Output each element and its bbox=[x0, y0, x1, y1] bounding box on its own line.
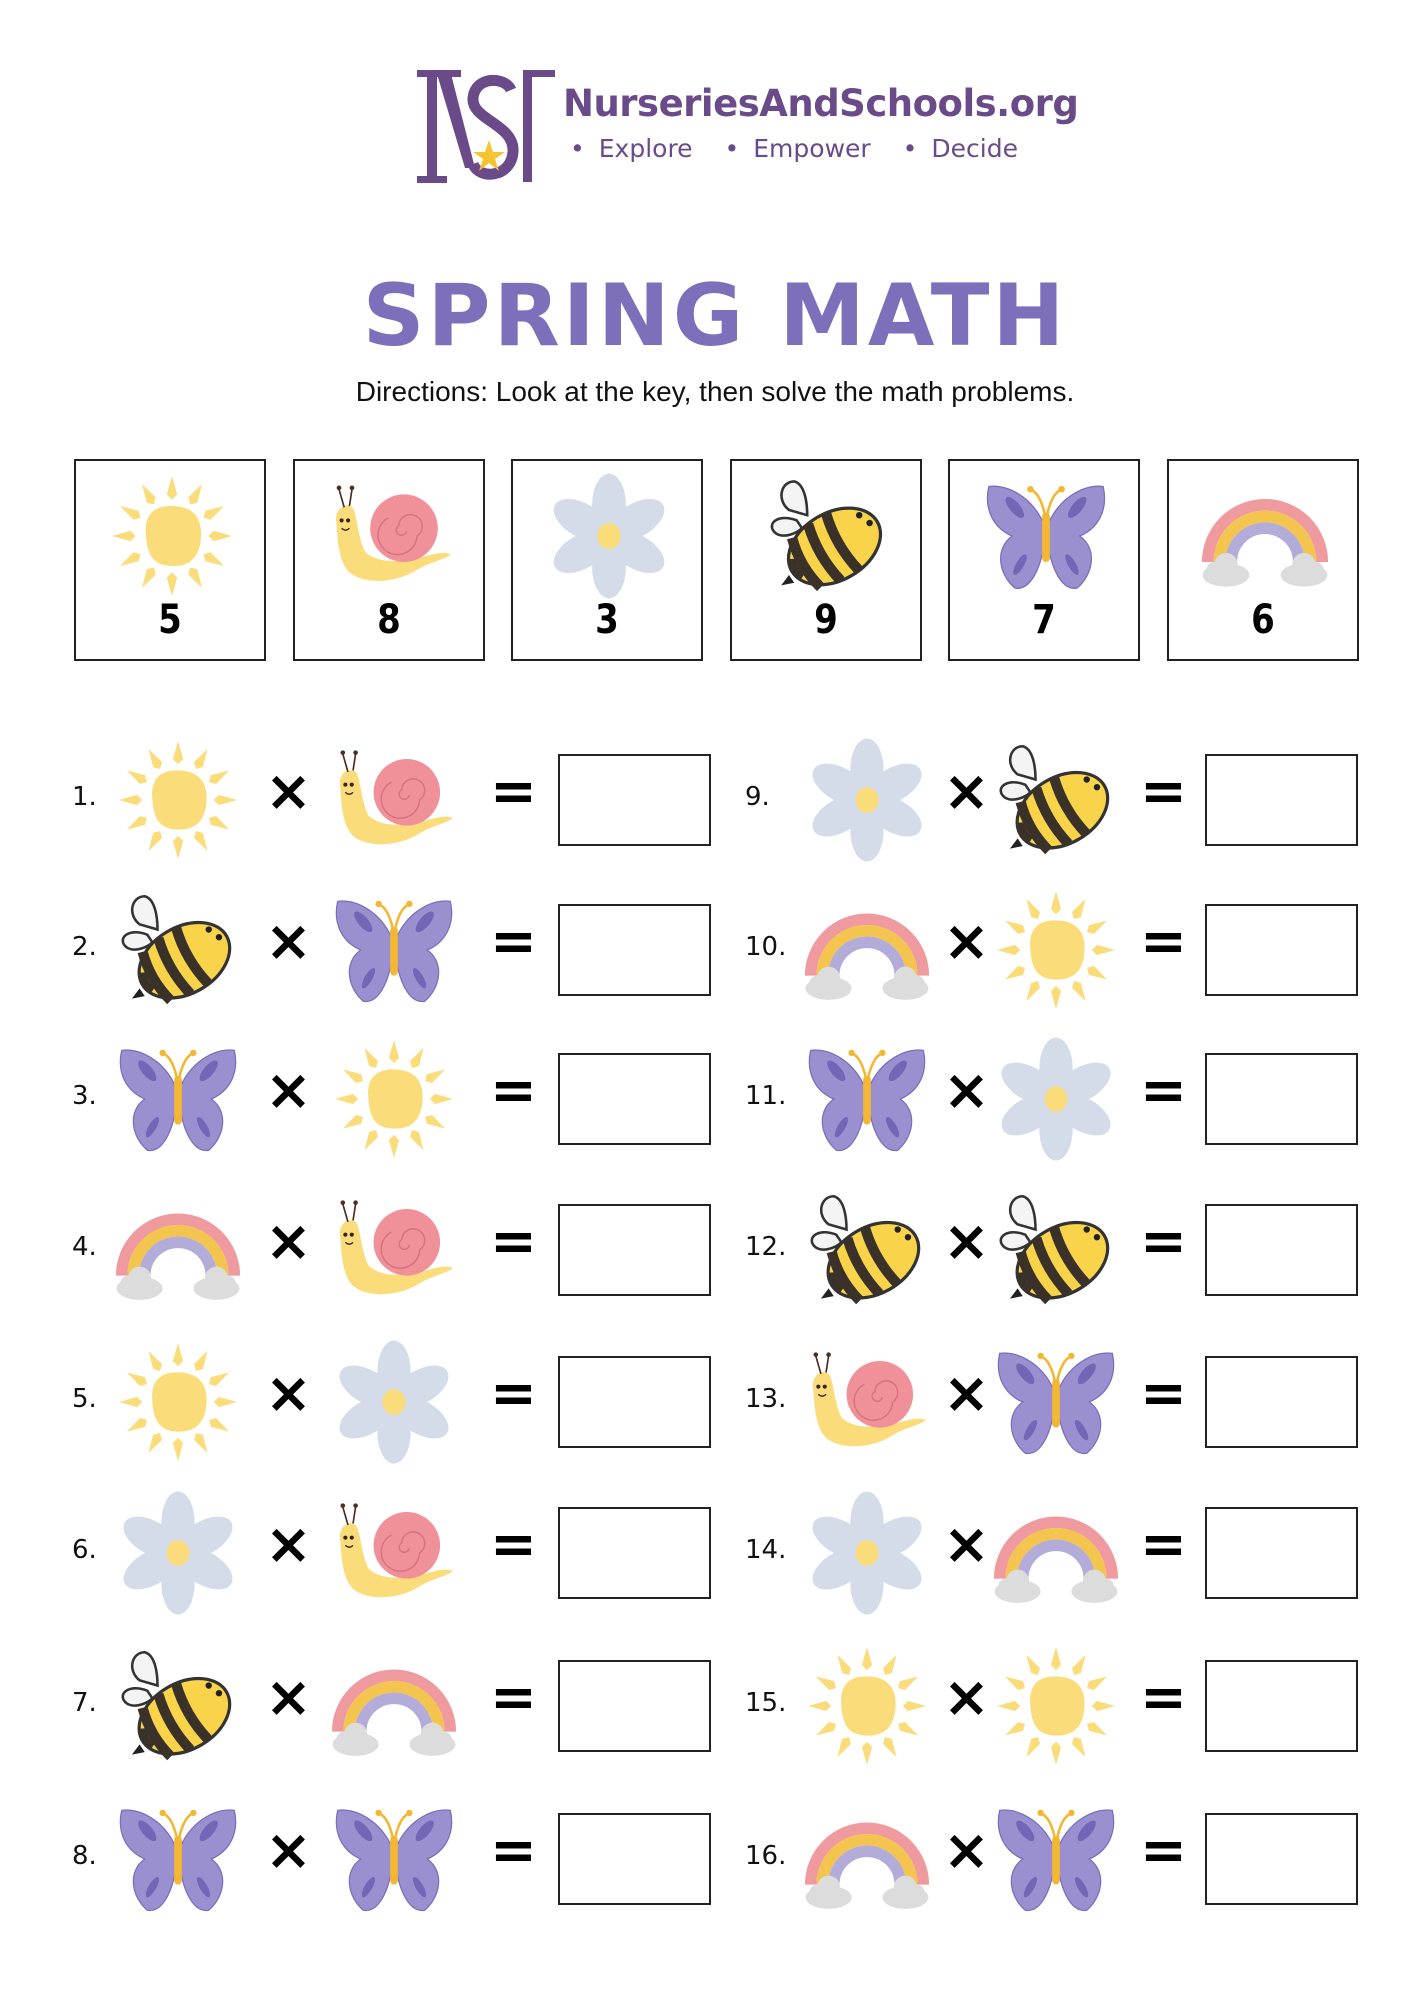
times-sign: × bbox=[943, 1512, 990, 1577]
rainbow-icon bbox=[803, 1795, 931, 1923]
key-card bbox=[1167, 459, 1359, 661]
problem-row bbox=[72, 874, 732, 1024]
logo-name: NurseriesAndSchools.org bbox=[563, 82, 1079, 125]
key-value: 9 bbox=[813, 597, 838, 643]
problem-row bbox=[745, 1174, 1405, 1324]
times-sign: × bbox=[943, 1665, 990, 1730]
answer-box[interactable] bbox=[558, 1204, 711, 1296]
problem-number: 4. bbox=[72, 1232, 97, 1262]
rainbow-icon bbox=[330, 1642, 458, 1770]
problem-number: 13. bbox=[745, 1384, 787, 1414]
key-card bbox=[948, 459, 1140, 661]
problem-row bbox=[745, 1326, 1405, 1476]
key-value: 3 bbox=[595, 597, 619, 643]
answer-box[interactable] bbox=[558, 1660, 711, 1752]
problem-number: 1. bbox=[72, 782, 97, 812]
sun-icon bbox=[992, 1642, 1120, 1770]
problem-number: 9. bbox=[745, 782, 770, 812]
flower-icon bbox=[803, 736, 931, 864]
tagline-word: Empower bbox=[753, 134, 871, 163]
problem-row bbox=[745, 874, 1405, 1024]
snail-icon bbox=[330, 1186, 458, 1314]
problem-number: 14. bbox=[745, 1535, 787, 1565]
times-sign: × bbox=[265, 1512, 312, 1577]
times-sign: × bbox=[265, 1361, 312, 1426]
equals-sign: = bbox=[1140, 1818, 1187, 1883]
butterfly-icon bbox=[992, 1795, 1120, 1923]
butterfly-icon bbox=[330, 886, 458, 1014]
bee-icon bbox=[992, 736, 1120, 864]
times-sign: × bbox=[265, 1209, 312, 1274]
times-sign: × bbox=[265, 1665, 312, 1730]
flower-icon bbox=[992, 1035, 1120, 1163]
times-sign: × bbox=[943, 1361, 990, 1426]
answer-box[interactable] bbox=[1205, 1660, 1358, 1752]
problem-number: 10. bbox=[745, 932, 787, 962]
answer-box[interactable] bbox=[1205, 1813, 1358, 1905]
times-sign: × bbox=[943, 759, 990, 824]
rainbow-icon bbox=[1200, 471, 1330, 601]
bee-icon bbox=[114, 1642, 242, 1770]
key-card bbox=[730, 459, 922, 661]
times-sign: × bbox=[943, 909, 990, 974]
key-value: 7 bbox=[1032, 597, 1056, 643]
equals-sign: = bbox=[1140, 1512, 1187, 1577]
flower-icon bbox=[803, 1489, 931, 1617]
bullet: • bbox=[902, 134, 918, 163]
problem-row bbox=[745, 1783, 1405, 1933]
flower-icon bbox=[544, 471, 674, 601]
problem-row bbox=[745, 1023, 1405, 1173]
snail-icon bbox=[330, 1489, 458, 1617]
sun-icon bbox=[992, 886, 1120, 1014]
flower-icon bbox=[114, 1489, 242, 1617]
answer-box[interactable] bbox=[558, 754, 711, 846]
problem-row bbox=[745, 1630, 1405, 1780]
butterfly-icon bbox=[330, 1795, 458, 1923]
key-value: 5 bbox=[158, 597, 182, 643]
equals-sign: = bbox=[490, 1361, 537, 1426]
bee-icon bbox=[803, 1186, 931, 1314]
flower-icon bbox=[330, 1338, 458, 1466]
key-card bbox=[511, 459, 703, 661]
sun-icon bbox=[330, 1035, 458, 1163]
problem-row bbox=[72, 724, 732, 874]
problem-row bbox=[72, 1174, 732, 1324]
equals-sign: = bbox=[1140, 909, 1187, 974]
butterfly-icon bbox=[981, 471, 1111, 601]
problem-number: 3. bbox=[72, 1081, 97, 1111]
logo-tagline bbox=[570, 134, 1042, 163]
problem-number: 7. bbox=[72, 1688, 97, 1718]
key-card bbox=[74, 459, 266, 661]
butterfly-icon bbox=[803, 1035, 931, 1163]
answer-box[interactable] bbox=[558, 1356, 711, 1448]
problem-number: 15. bbox=[745, 1688, 787, 1718]
butterfly-icon bbox=[992, 1338, 1120, 1466]
problem-row bbox=[745, 1477, 1405, 1627]
sun-icon bbox=[114, 736, 242, 864]
logo-icon bbox=[415, 68, 557, 188]
equals-sign: = bbox=[1140, 1058, 1187, 1123]
answer-box[interactable] bbox=[558, 1053, 711, 1145]
problem-row bbox=[72, 1023, 732, 1173]
problem-number: 5. bbox=[72, 1384, 97, 1414]
problem-row bbox=[72, 1326, 732, 1476]
answer-box[interactable] bbox=[1205, 1356, 1358, 1448]
bullet: • bbox=[724, 134, 740, 163]
rainbow-icon bbox=[114, 1186, 242, 1314]
snail-icon bbox=[330, 736, 458, 864]
page-title: SPRING MATH bbox=[362, 266, 1068, 366]
problem-number: 8. bbox=[72, 1841, 97, 1871]
sun-icon bbox=[107, 471, 237, 601]
butterfly-icon bbox=[114, 1035, 242, 1163]
snail-icon bbox=[326, 471, 456, 601]
bee-icon bbox=[992, 1186, 1120, 1314]
problem-number: 16. bbox=[745, 1841, 787, 1871]
equals-sign: = bbox=[1140, 759, 1187, 824]
rainbow-icon bbox=[992, 1489, 1120, 1617]
equals-sign: = bbox=[1140, 1665, 1187, 1730]
rainbow-icon bbox=[803, 886, 931, 1014]
problem-number: 6. bbox=[72, 1535, 97, 1565]
problem-row bbox=[72, 1783, 732, 1933]
equals-sign: = bbox=[1140, 1209, 1187, 1274]
times-sign: × bbox=[265, 759, 312, 824]
equals-sign: = bbox=[490, 1058, 537, 1123]
problem-row bbox=[72, 1630, 732, 1780]
problem-number: 11. bbox=[745, 1081, 787, 1111]
answer-box[interactable] bbox=[558, 1813, 711, 1905]
times-sign: × bbox=[265, 1818, 312, 1883]
equals-sign: = bbox=[490, 1512, 537, 1577]
times-sign: × bbox=[943, 1058, 990, 1123]
times-sign: × bbox=[265, 909, 312, 974]
answer-box[interactable] bbox=[1205, 904, 1358, 996]
times-sign: × bbox=[943, 1209, 990, 1274]
times-sign: × bbox=[943, 1818, 990, 1883]
problem-row bbox=[745, 724, 1405, 874]
key-value: 6 bbox=[1250, 597, 1275, 643]
answer-box[interactable] bbox=[1205, 1053, 1358, 1145]
equals-sign: = bbox=[490, 909, 537, 974]
equals-sign: = bbox=[490, 1209, 537, 1274]
answer-box[interactable] bbox=[558, 1507, 711, 1599]
times-sign: × bbox=[265, 1058, 312, 1123]
problem-row bbox=[72, 1477, 732, 1627]
problem-number: 2. bbox=[72, 932, 97, 962]
butterfly-icon bbox=[114, 1795, 242, 1923]
answer-box[interactable] bbox=[558, 904, 711, 996]
answer-box[interactable] bbox=[1205, 1204, 1358, 1296]
bullet: • bbox=[570, 134, 585, 163]
sun-icon bbox=[114, 1338, 242, 1466]
equals-sign: = bbox=[490, 1665, 537, 1730]
bee-icon bbox=[114, 886, 242, 1014]
tagline-word: Explore bbox=[598, 134, 693, 163]
directions: Directions: Look at the key, then solve the math problems. bbox=[355, 376, 1075, 407]
key-card bbox=[293, 459, 485, 661]
problem-number: 12. bbox=[745, 1232, 787, 1262]
tagline-word: Decide bbox=[931, 134, 1018, 163]
bee-icon bbox=[763, 471, 893, 601]
key-value: 8 bbox=[376, 597, 401, 643]
equals-sign: = bbox=[490, 759, 537, 824]
answer-box[interactable] bbox=[1205, 754, 1358, 846]
answer-box[interactable] bbox=[1205, 1507, 1358, 1599]
logo-monogram bbox=[415, 68, 557, 188]
snail-icon bbox=[803, 1338, 931, 1466]
equals-sign: = bbox=[490, 1818, 537, 1883]
sun-icon bbox=[803, 1642, 931, 1770]
equals-sign: = bbox=[1140, 1361, 1187, 1426]
